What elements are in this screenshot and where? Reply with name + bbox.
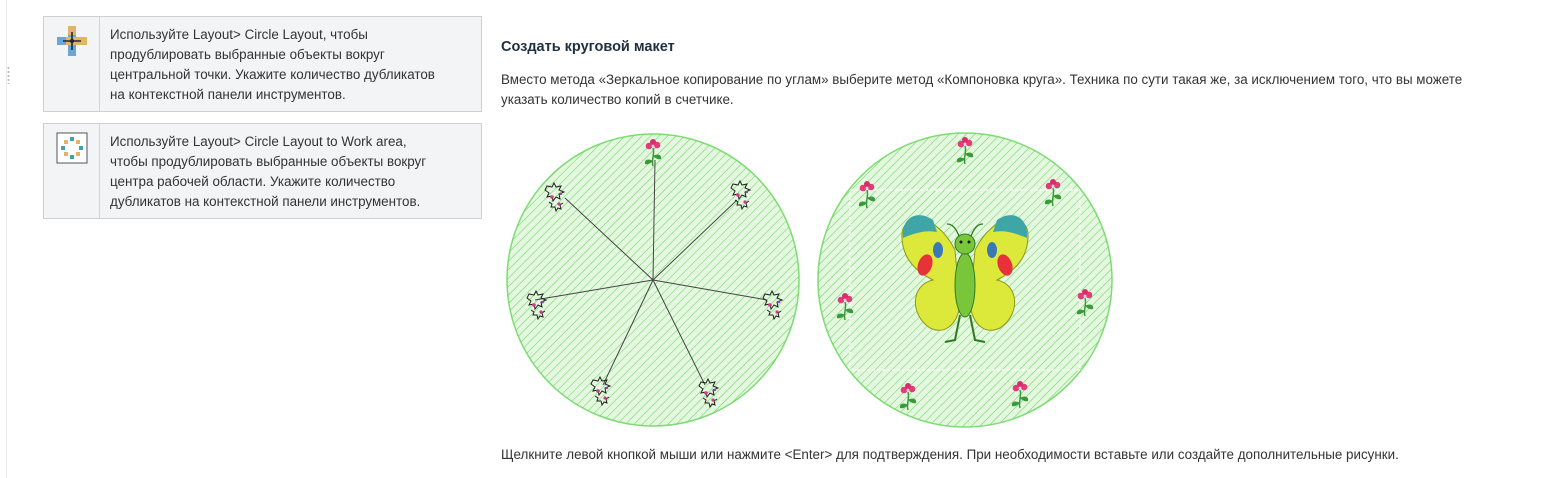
tool-icon-cell xyxy=(44,124,100,218)
tool-row-circle-layout-work-area xyxy=(43,123,482,219)
circle-layout-illustration xyxy=(505,120,1115,440)
circle-layout-icon[interactable] xyxy=(55,24,89,58)
drag-handle[interactable] xyxy=(7,66,10,84)
tool-row-circle-layout xyxy=(43,16,482,112)
circle-layout-work-area-icon[interactable] xyxy=(55,131,89,165)
intro-paragraph: Вместо метода «Зеркальное копирование по углам» выберите метод «Компоновка круга». Техника по сути такая же, за исключением того, что вы можете указать количество копий в счетчике. xyxy=(501,72,1463,107)
section-title: Создать круговой макет xyxy=(501,39,675,55)
tool-description: Используйте Layout> Circle Layout, чтобы продублировать выбранные объекты вокруг центральной точки. Укажите количество дубликатов на контекстной панели инструментов. xyxy=(110,27,435,102)
radial-layout-circle xyxy=(507,134,799,426)
tool-description: Используйте Layout> Circle Layout to Work area, чтобы продублировать выбранные объекты вокруг центра рабочей области. Укажите количество дубликатов на контекстной панели инструментов. xyxy=(110,134,427,209)
footer-instruction: Щелкните левой кнопкой мыши или нажмите <Enter> для подтверждения. При необходимости вставьте или создайте дополнительные рисунки. xyxy=(501,447,1399,462)
tool-icon-cell xyxy=(44,17,100,111)
left-gutter xyxy=(0,0,7,478)
work-area-layout-circle xyxy=(818,133,1112,427)
